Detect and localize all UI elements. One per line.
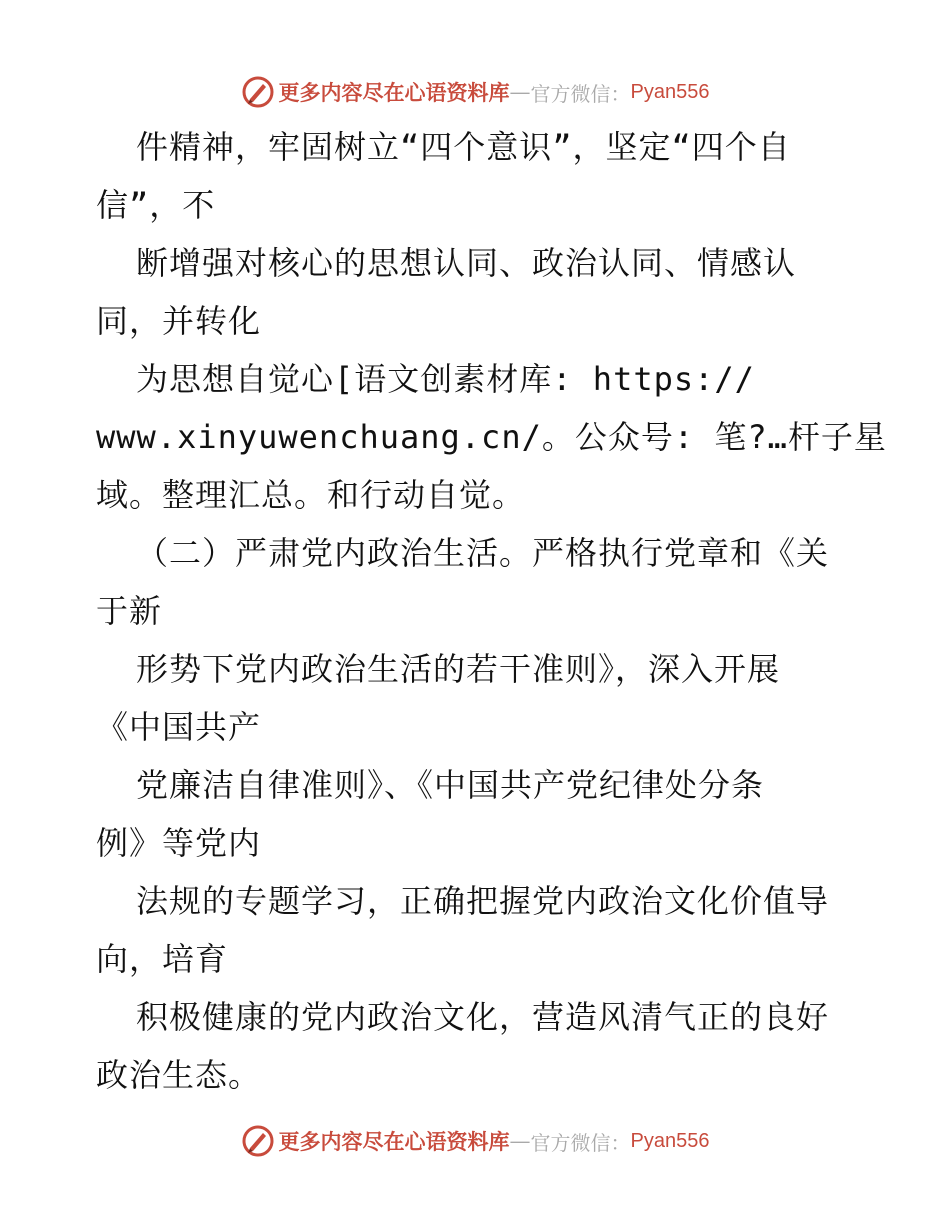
body-line-1: 件精神，牢固树立“四个意识”，坚定“四个自 — [136, 128, 791, 166]
pen-logo-icon — [241, 1124, 275, 1158]
header-dash: — — [509, 80, 531, 104]
body-line-3: 断增强对核心的思想认同、政治认同、情感认 — [136, 244, 797, 282]
header-banner — [0, 72, 950, 112]
footer-site-text: 更多内容尽在心语资料库 — [278, 1129, 510, 1154]
body-line-4: 同，并转化 — [96, 302, 262, 340]
body-line-17: 政治生态。 — [96, 1056, 262, 1094]
pen-logo-icon — [241, 75, 275, 109]
body-line-2: 信”，不 — [96, 186, 216, 224]
body-line-13: 例》等党内 — [96, 824, 262, 862]
header-wechat-label: 官方微信： — [530, 81, 631, 106]
body-line-11: 《中国共产 — [96, 708, 262, 746]
body-line-10: 形势下党内政治生活的若干准则》，深入开展 — [136, 650, 781, 688]
body-line-15: 向，培育 — [96, 940, 229, 978]
body-line-9: 于新 — [96, 592, 163, 630]
body-line-12: 党廉洁自律准则》、《中国共产党纪律处分条 — [136, 766, 765, 804]
body-line-6: www.xinyuwenchuang.cn/。公众号: 笔?…杆子星 — [96, 418, 887, 456]
footer-dash: — — [509, 1129, 531, 1153]
body-line-5: 为思想自觉心[语文创素材库: https:// — [136, 360, 755, 398]
body-line-8: （二）严肃党内政治生活。严格执行党章和《关 — [136, 534, 830, 572]
footer-wechat-label: 官方微信： — [530, 1130, 631, 1155]
footer-wechat-id: Pyan556 — [630, 1129, 710, 1152]
body-line-7: 域。整理汇总。和行动自觉。 — [96, 476, 526, 514]
footer-banner — [0, 1121, 950, 1161]
document-body — [96, 118, 887, 1104]
body-line-16: 积极健康的党内政治文化，营造风清气正的良好 — [136, 998, 830, 1036]
header-site-text: 更多内容尽在心语资料库 — [278, 80, 510, 105]
header-wechat-id: Pyan556 — [630, 80, 710, 103]
body-line-14: 法规的专题学习，正确把握党内政治文化价值导 — [136, 882, 830, 920]
